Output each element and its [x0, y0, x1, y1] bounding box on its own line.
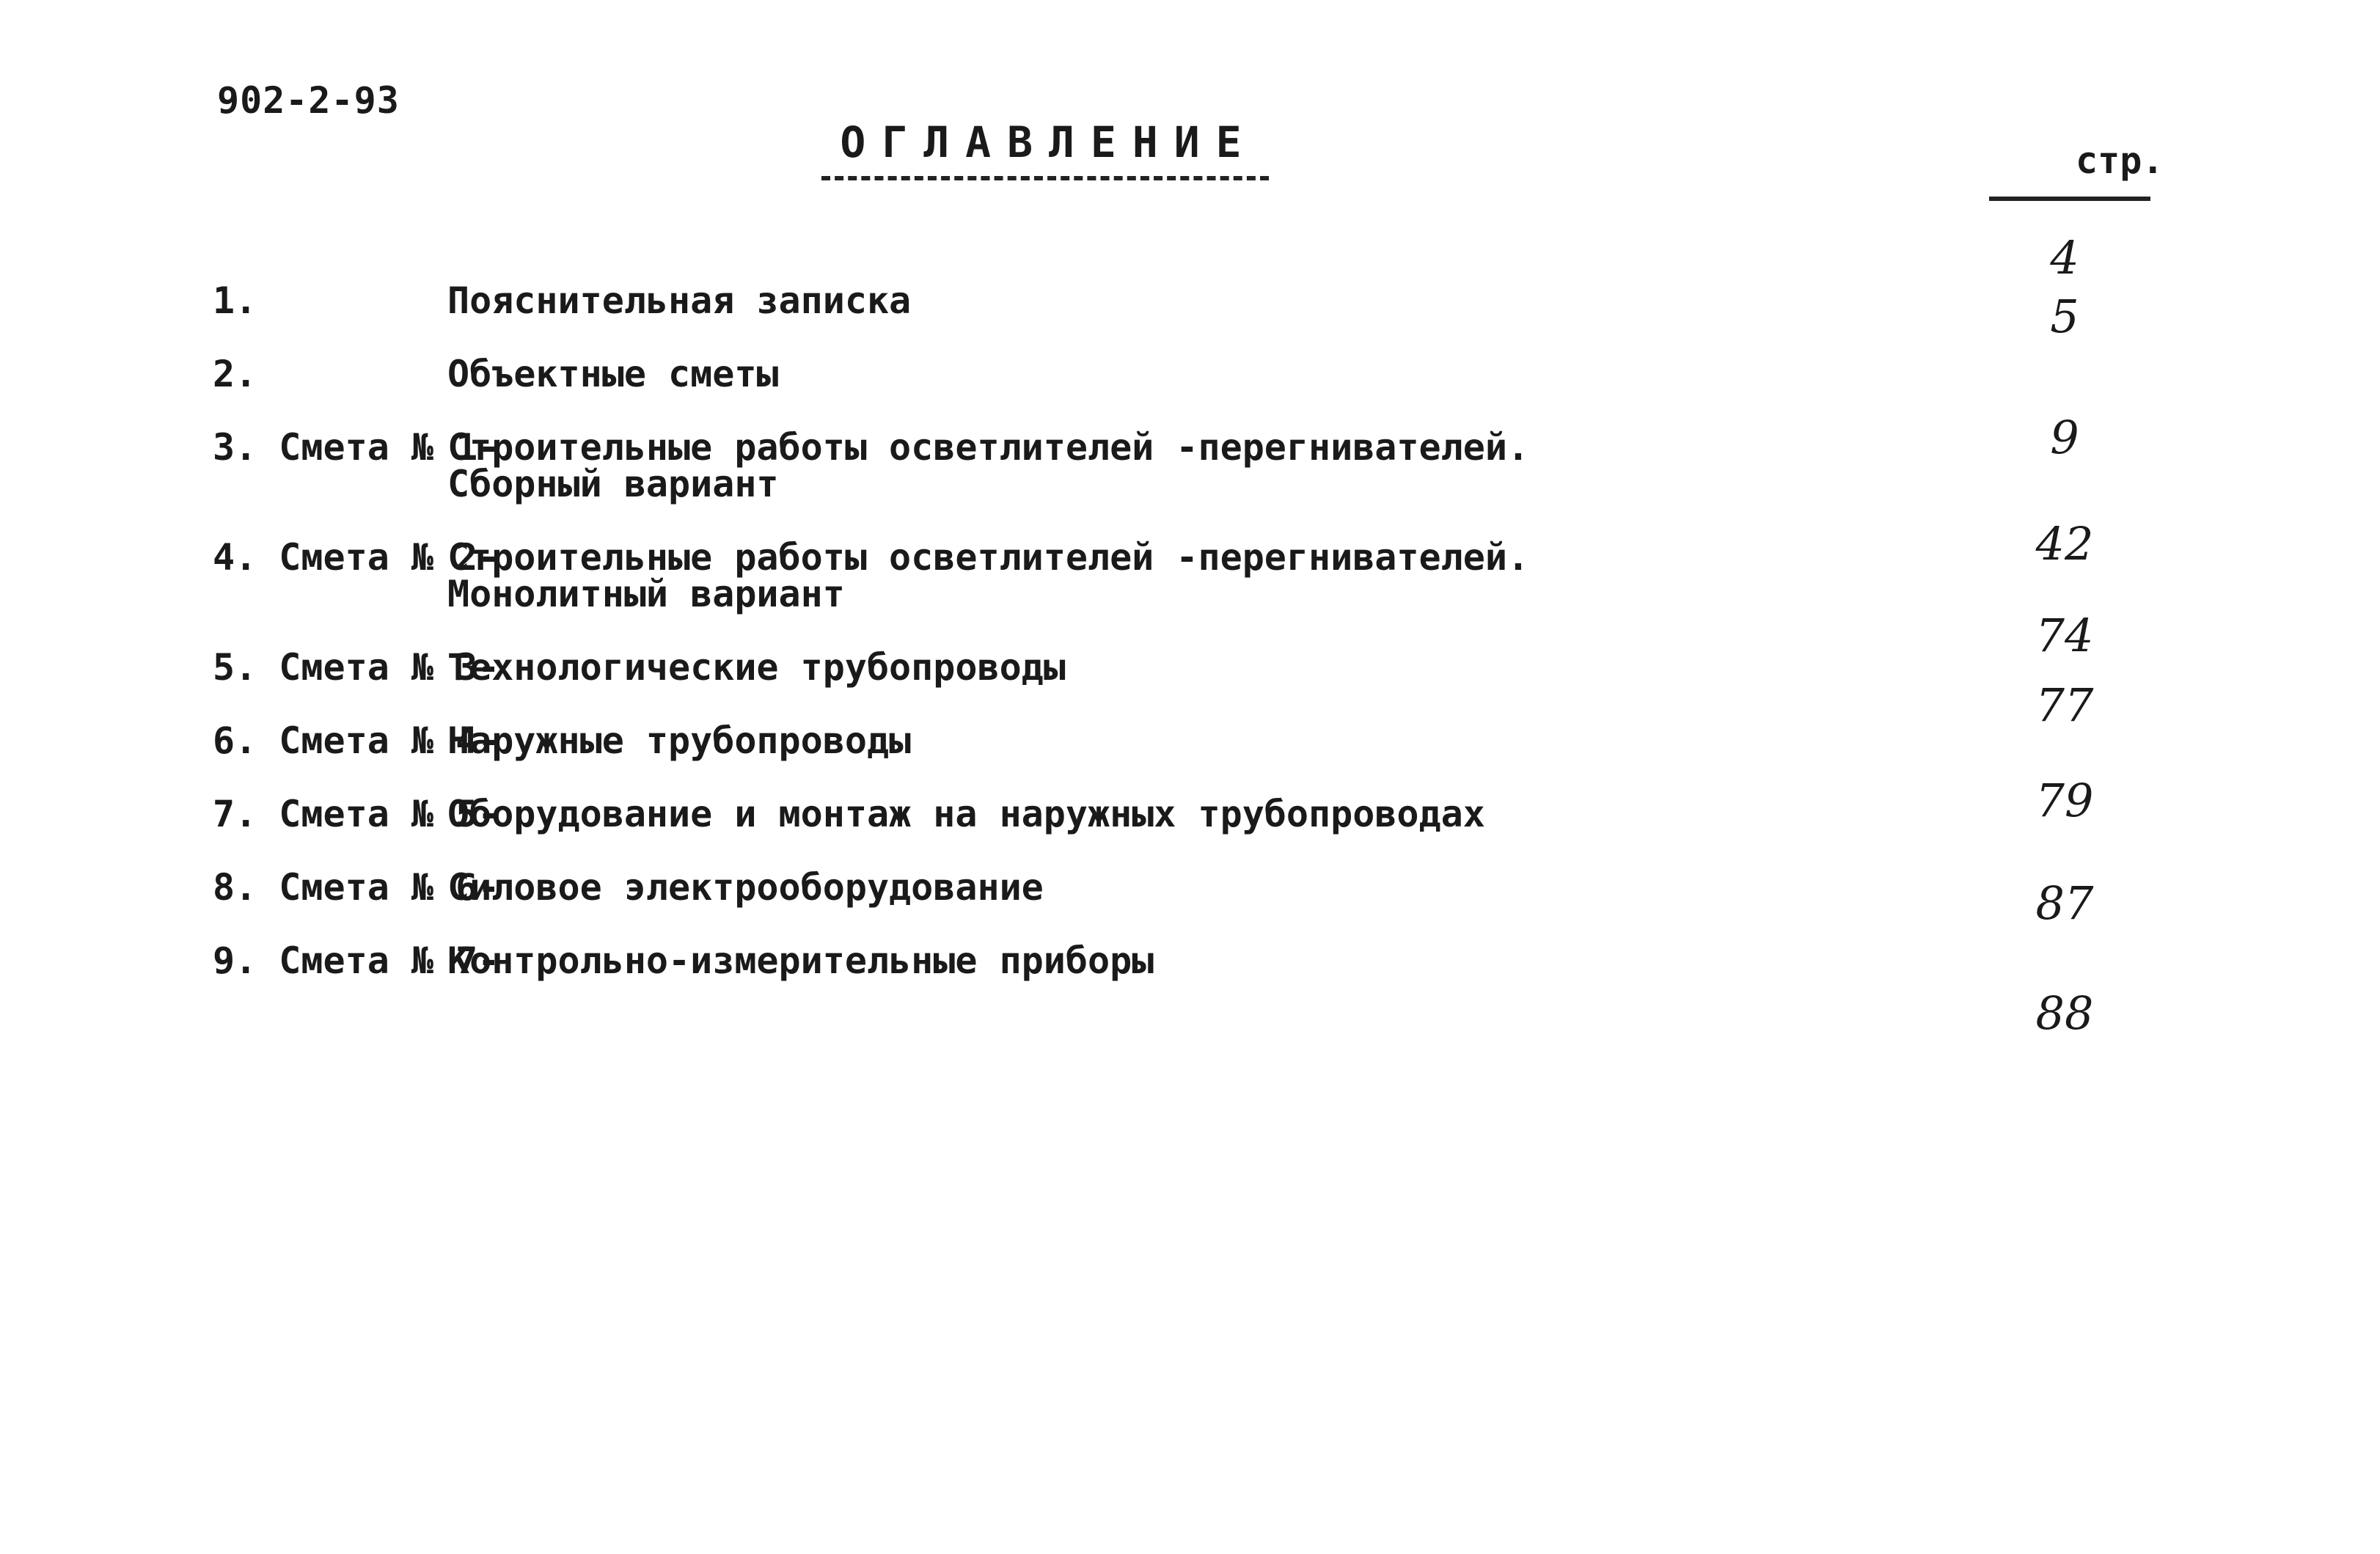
page-number: 5	[2050, 290, 2079, 343]
page-number: 9	[2050, 411, 2079, 464]
entry-number: 9. Смета № 7-	[213, 939, 500, 982]
entry-number: 3. Смета № 1-	[213, 426, 500, 469]
page-number: 79	[2035, 774, 2094, 827]
toc-entry	[213, 866, 1044, 909]
toc-entry	[213, 719, 912, 762]
entry-title-continuation: Монолитный вариант	[447, 573, 845, 615]
entry-title: Контрольно-измерительные приборы	[447, 939, 1154, 982]
entry-title-continuation: Сборный вариант	[447, 463, 779, 505]
toc-entry	[213, 279, 912, 322]
page-number: 42	[2035, 517, 2094, 571]
toc-entry	[213, 353, 779, 395]
entry-title: Оборудование и монтаж на наружных трубопроводах	[447, 793, 1485, 835]
page-number: 77	[2035, 678, 2094, 732]
entry-number: 6. Смета № 4-	[213, 719, 500, 762]
document-code: 902-2-93	[217, 79, 400, 122]
entry-title: Технологические трубопроводы	[447, 646, 1066, 689]
entry-number: 1.	[213, 279, 257, 322]
page-number: 87	[2035, 876, 2094, 930]
toc-entry	[213, 426, 1530, 505]
entry-title: Наружные трубопроводы	[447, 719, 912, 762]
page-number: 4	[2050, 231, 2079, 285]
toc-entry	[213, 939, 1154, 982]
title-underline	[821, 176, 1269, 180]
page-column-underline	[1989, 197, 2150, 201]
entry-number: 5. Смета № 3-	[213, 646, 500, 689]
page-number: 74	[2035, 609, 2094, 662]
toc-entry	[213, 536, 1530, 615]
page-column-header: стр.	[2076, 139, 2164, 182]
entry-number: 4. Смета № 2-	[213, 536, 500, 579]
entry-title: Силовое электрооборудование	[447, 866, 1044, 909]
toc-entry	[213, 793, 1485, 835]
toc-entry	[213, 646, 1066, 689]
page-title: ОГЛАВЛЕНИЕ	[840, 117, 1258, 167]
entry-title: Строительные работы осветлителей -перегнивателей.	[447, 426, 1530, 469]
entry-title: Пояснительная записка	[447, 279, 912, 322]
entry-number: 2.	[213, 353, 257, 395]
entry-number: 7. Смета № 5-	[213, 793, 500, 835]
entry-title: Объектные сметы	[447, 353, 779, 395]
page-number: 88	[2035, 986, 2094, 1040]
entry-title: Строительные работы осветлителей -перегнивателей.	[447, 536, 1530, 579]
entry-number: 8. Смета № 6-	[213, 866, 500, 909]
